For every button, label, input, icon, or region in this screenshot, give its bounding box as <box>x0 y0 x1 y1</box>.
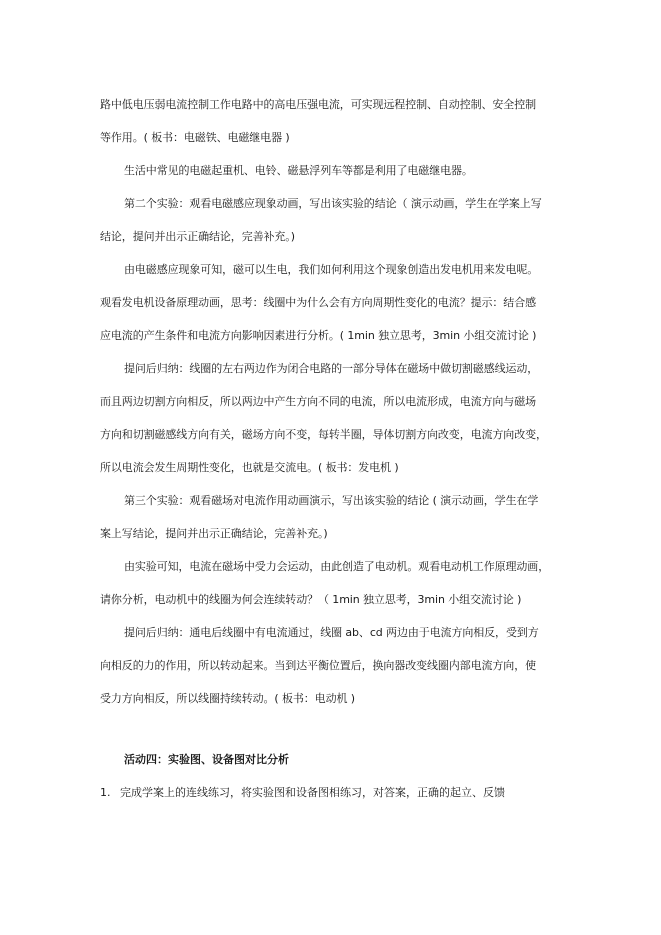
paragraph-line: 应电流的产生条件和电流方向影响因素进行分析。( 1min 独立思考，3min 小组交流讨论 ) <box>100 329 537 342</box>
paragraph-line: 提问后归纳：通电后线圈中有电流通过，线圈 ab、cd 两边由于电流方向相反，受到方 <box>124 626 539 639</box>
paragraph-line: 请你分析，电动机中的线圈为何会连续转动？（ 1min 独立思考，3min 小组交流讨论 ) <box>100 593 522 606</box>
paragraph-line: 所以电流会发生周期性变化，也就是交流电。( 板书：发电机 ) <box>100 461 399 474</box>
paragraph-line: 结论，提问并出示正确结论，完善补充。) <box>100 230 295 243</box>
paragraph-line: 提问后归纳：线圈的左右两边作为闭合电路的一部分导体在磁场中做切割磁感线运动， <box>124 362 539 375</box>
paragraph-line: 方向和切割磁感线方向有关，磁场方向不变，每转半圈，导体切割方向改变，电流方向改变， <box>100 428 547 441</box>
paragraph-line: 由电磁感应现象可知，磁可以生电，我们如何利用这个现象创造出发电机用来发电呢。 <box>124 263 539 276</box>
list-item-number: 1. <box>100 786 111 799</box>
paragraph-line: 观看发电机设备原理动画，思考：线圈中为什么会有方向周期性变化的电流？提示：结合感 <box>100 296 536 309</box>
paragraph-line: 而且两边切割方向相反，所以两边中产生方向不同的电流，所以电流形成，电流方向与磁场 <box>100 395 536 408</box>
paragraph-line: 第二个实验：观看电磁感应现象动画，写出该实验的结论（ 演示动画，学生在学案上写 <box>124 197 542 210</box>
paragraph-line: 第三个实验：观看磁场对电流作用动画演示，写出该实验的结论 ( 演示动画，学生在学 <box>124 494 539 507</box>
paragraph-line: 生活中常见的电磁起重机、电铃、磁悬浮列车等都是利用了电磁继电器。 <box>124 164 473 177</box>
paragraph-line: 向相反的力的作用，所以转动起来。当到达平衡位置后，换向器改变线圈内部电流方向，使 <box>100 659 536 672</box>
section-heading: 活动四：实验图、设备图对比分析 <box>124 753 289 766</box>
paragraph-line: 路中低电压弱电流控制工作电路中的高电压强电流，可实现远程控制、自动控制、安全控制 <box>100 98 536 111</box>
paragraph-line: 由实验可知，电流在磁场中受力会运动，由此创造了电动机。观看电动机工作原理动画， <box>124 560 550 573</box>
paragraph-line: 受力方向相反，所以线圈持续转动。( 板书：电动机 ) <box>100 692 355 705</box>
list-item-text: 完成学案上的连线练习，将实验图和设备图相练习，对答案，正确的起立、反馈 <box>120 786 505 799</box>
paragraph-line: 等作用。( 板书：电磁铁、电磁继电器 ) <box>100 131 290 144</box>
paragraph-line: 案上写结论，提问并出示正确结论，完善补充。) <box>100 527 328 540</box>
section-spacer <box>100 715 573 743</box>
list-item <box>100 776 573 809</box>
